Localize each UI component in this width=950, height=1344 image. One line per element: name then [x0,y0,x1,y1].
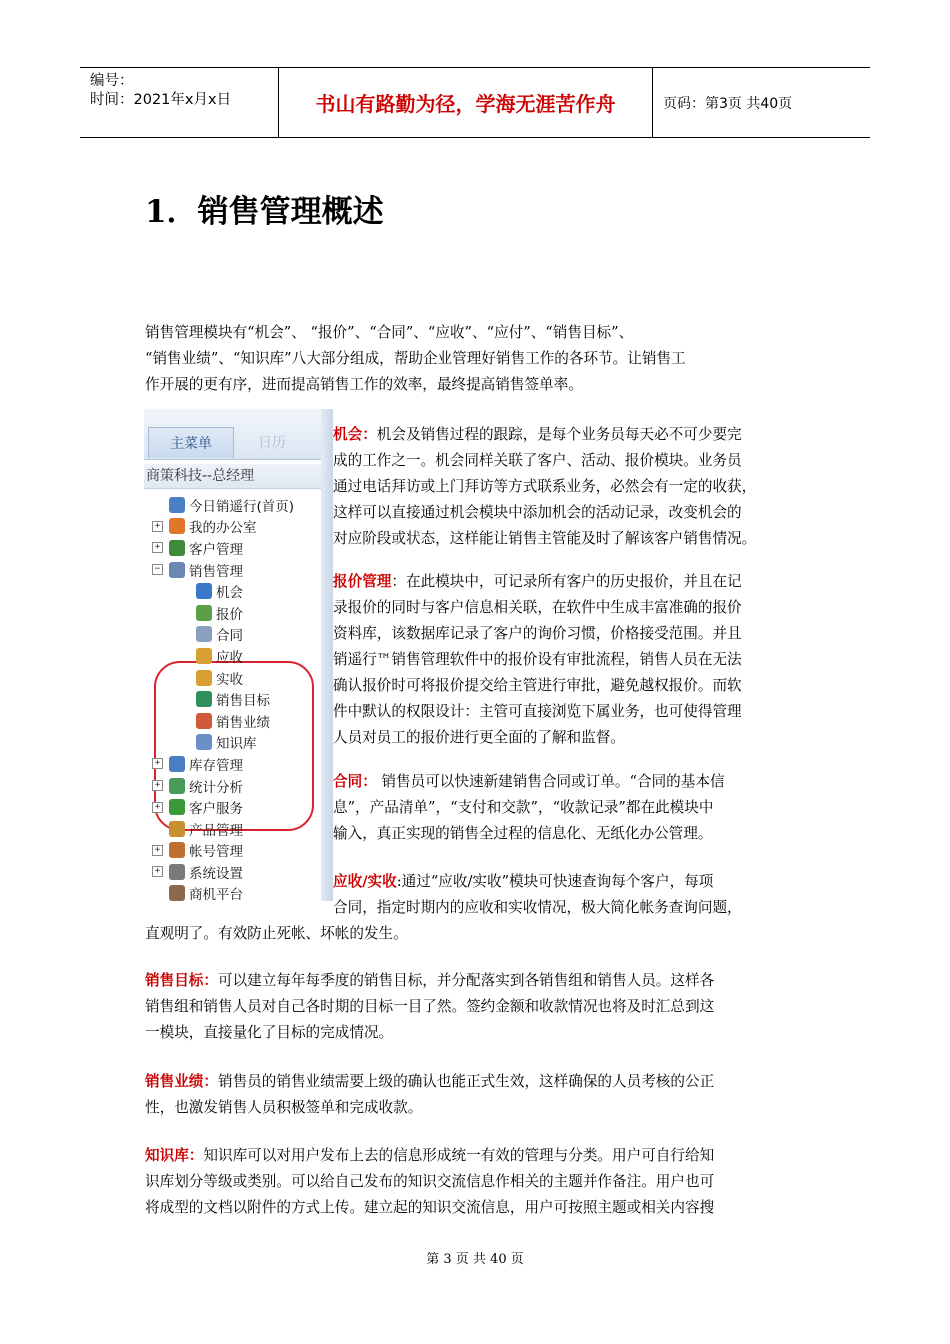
opportunity-line: 通过电话拜访或上门拜访等方式联系业务，必然会有一定的收获， [333,478,757,495]
menu-item[interactable] [144,667,333,689]
contract-line: 息”，产品清单”，“支付和交款”，“收款记录”都在此模块中 [333,799,714,816]
menu-item[interactable] [144,796,333,818]
menu-item-icon [196,713,212,729]
menu-item-icon [196,734,212,750]
performance-label: 销售业绩： [145,1073,218,1090]
doc-number-label: 编号： [90,73,134,89]
menu-item-icon [169,518,185,534]
section-target [145,968,835,1046]
menu-item-icon [169,562,185,578]
knowledge-label: 知识库： [145,1147,204,1164]
menu-item[interactable] [144,732,333,754]
menu-item-label: 产品管理 [189,822,243,839]
contract-line: 销售员可以快速新建销售合同或订单。“合同的基本信 [376,773,725,790]
tab-main-menu[interactable]: 主菜单 [148,427,234,458]
intro-paragraph [145,320,825,398]
menu-item-label: 机会 [216,585,243,602]
menu-item-label: 今日销遥行(首页) [189,498,295,515]
section-opportunity [333,422,833,552]
knowledge-line: 知识库可以对用户发布上去的信息形成统一有效的管理与分类。用户可自行给知 [203,1147,715,1164]
section-title: 1．销售管理概述 [145,194,384,230]
section-quote [333,569,833,751]
menu-item-icon [196,691,212,707]
quote-line: 确认报价时可将报价提交给主管进行审批，避免越权报价。而软 [333,677,742,694]
tab-calendar[interactable]: 日历 [258,435,286,451]
menu-item[interactable] [144,494,333,516]
org-title: 商策科技--总经理 [144,464,333,489]
quote-label: 报价管理 [333,573,392,590]
menu-item-label: 客户管理 [189,541,243,558]
intro-line: 销售管理模块有“机会”、 “报价”、“合同”、“应收”、“应付”、“销售目标”、 [145,324,634,341]
menu-item-label: 客户服务 [189,801,243,818]
menu-item[interactable] [144,883,333,901]
menu-item[interactable] [144,753,333,775]
receivable-line: 直观明了。有效防止死帐、坏帐的发生。 [145,925,408,942]
quote-line: 销遥行™销售管理软件中的报价设有审批流程，销售人员在无法 [333,651,742,668]
menu-item-icon [196,626,212,642]
knowledge-line: 识库划分等级或类别。可以给自己发布的知识交流信息作相关的主题并作备注。用户也可 [145,1173,715,1190]
opportunity-line: 成的工作之一。机会同样关联了客户、活动、报价模块。业务员 [333,452,742,469]
menu-item-icon [196,670,212,686]
menu-item-label: 销售业绩 [216,714,270,731]
menu-item-label: 应收 [216,649,243,666]
menu-item[interactable] [144,688,333,710]
menu-item-label: 报价 [216,606,243,623]
menu-item[interactable] [144,602,333,624]
header-motto: 书山有路勤为径，学海无涯苦作舟 [279,68,653,137]
menu-item-label: 我的办公室 [189,520,257,537]
quote-line: ：在此模块中，可记录所有客户的历史报价，并且在记 [391,573,742,590]
contract-line: 输入，真正实现的销售全过程的信息化、无纸化办公管理。 [333,825,713,842]
menu-item-icon [169,885,185,901]
opportunity-line: 对应阶段或状态，这样能让销售主管能及时了解该客户销售情况。 [333,530,757,547]
menu-item-icon [169,842,185,858]
menu-item-icon [169,778,185,794]
doc-date-label: 时间：2021年x月x日 [90,92,232,108]
menu-item-icon [196,648,212,664]
menu-item-label: 系统设置 [189,865,243,882]
page-footer: 第 3 页 共 40 页 [426,1252,524,1267]
menu-item[interactable] [144,645,333,667]
menu-item[interactable] [144,580,333,602]
header-page-number: 页码：第3页 共40页 [663,95,793,112]
section-performance [145,1069,835,1121]
menu-item[interactable] [144,710,333,732]
receivable-label: 应收/实收 [333,873,397,890]
menu-item[interactable] [144,818,333,840]
menu-item-icon [196,605,212,621]
section-contract [333,769,833,847]
expand-toggle-icon[interactable]: + [152,780,163,791]
menu-item-icon [169,756,185,772]
menu-item-label: 统计分析 [189,779,243,796]
menu-item[interactable] [144,516,333,538]
menu-item-label: 库存管理 [189,757,243,774]
menu-item-icon [169,864,185,880]
performance-line: 销售员的销售业绩需要上级的确认也能正式生效，这样确保的人员考核的公正 [217,1073,715,1090]
contract-label: 合同： [333,773,377,790]
quote-line: 资料库，该数据库记录了客户的询价习惯，价格接受范围。并且 [333,625,742,642]
section-knowledge [145,1143,835,1221]
menu-tabs [144,409,333,460]
expand-toggle-icon[interactable]: + [152,802,163,813]
expand-toggle-icon[interactable]: + [152,845,163,856]
target-label: 销售目标： [145,972,218,989]
menu-item[interactable] [144,624,333,646]
menu-item-icon [169,540,185,556]
menu-item-label: 商机平台 [189,887,243,901]
performance-line: 性，也激发销售人员积极签单和完成收款。 [145,1099,423,1116]
menu-item-icon [169,821,185,837]
opportunity-line: 机会及销售过程的跟踪，是每个业务员每天必不可少要完 [376,426,742,443]
expand-toggle-icon[interactable]: + [152,758,163,769]
menu-tree [144,489,333,901]
knowledge-line: 将成型的文档以附件的方式上传。建立起的知识交流信息，用户可按照主题或相关内容搜 [145,1199,715,1216]
menu-item[interactable] [144,537,333,559]
expand-toggle-icon[interactable]: − [152,564,163,575]
intro-line: 作开展的更有序，进而提高销售工作的效率，最终提高销售签单率。 [145,376,583,393]
menu-item-label: 帐号管理 [189,844,243,861]
section-receivable [333,869,833,921]
menu-item[interactable] [144,840,333,862]
quote-line: 录报价的同时与客户信息相关联，在软件中生成丰富准确的报价 [333,599,742,616]
intro-line: “销售业绩”、“知识库”八大部分组成，帮助企业管理好销售工作的各环节。让销售工 [145,350,686,367]
menu-item-label: 知识库 [216,736,257,753]
expand-toggle-icon[interactable]: + [152,521,163,532]
target-line: 销售组和销售人员对自己各时期的目标一目了然。签约金额和收款情况也将及时汇总到这 [145,998,715,1015]
target-line: 一模块，直接量化了目标的完成情况。 [145,1024,394,1041]
page-header [80,67,870,138]
menu-item-label: 销售目标 [216,693,270,710]
menu-item-label: 销售管理 [189,563,243,580]
receivable-line: 合同，指定时期内的应收和实收情况，极大简化帐务查询问题， [333,899,742,916]
expand-toggle-icon[interactable]: + [152,866,163,877]
receivable-line: :通过“应收/实收”模块可快速查询每个客户，每项 [396,873,714,890]
menu-item[interactable] [144,775,333,797]
menu-item-icon [169,497,185,513]
header-meta [80,68,279,137]
menu-screenshot [144,409,333,901]
menu-item[interactable] [144,559,333,581]
expand-toggle-icon[interactable]: + [152,542,163,553]
menu-item-icon [169,799,185,815]
opportunity-label: 机会： [333,426,377,443]
quote-line: 人员对员工的报价进行更全面的了解和监督。 [333,729,625,746]
quote-line: 件中默认的权限设计：主管可直接浏览下属业务，也可使得管理 [333,703,742,720]
menu-item-label: 合同 [216,628,243,645]
menu-item-label: 实收 [216,671,243,688]
receivable-continuation [145,921,835,947]
menu-item[interactable] [144,861,333,883]
opportunity-line: 这样可以直接通过机会模块中添加机会的活动记录，改变机会的 [333,504,742,521]
menu-item-icon [196,583,212,599]
menu-edge [321,409,333,901]
target-line: 可以建立每年每季度的销售目标，并分配落实到各销售组和销售人员。这样各 [217,972,715,989]
